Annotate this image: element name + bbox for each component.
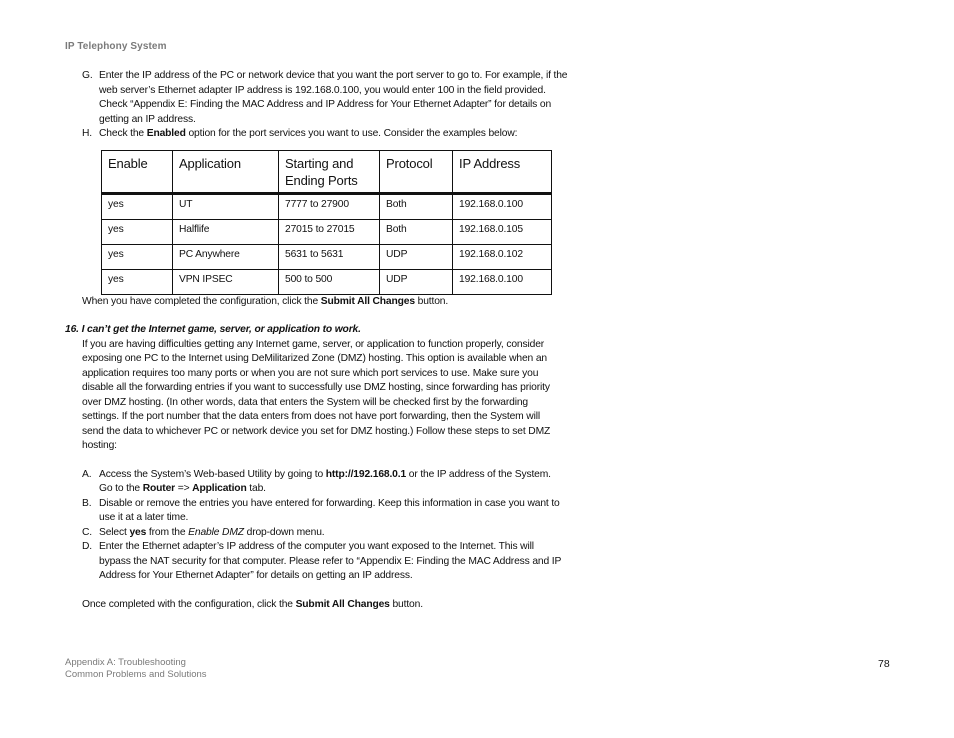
- body-line: hosting:: [82, 440, 117, 451]
- header-ports-line: Ending Ports: [285, 172, 358, 188]
- step-letter: C.: [82, 526, 92, 538]
- page-number: 78: [878, 658, 890, 670]
- cell-ip: 192.168.0.100: [453, 193, 552, 219]
- spacer: [82, 584, 592, 598]
- table-header-row: [102, 150, 552, 193]
- body-line: application requires too many ports or when you are not sure which port services to use. Make sure you: [82, 367, 539, 379]
- step-letter: D.: [82, 541, 92, 552]
- cell-application: PC Anywhere: [173, 244, 279, 269]
- running-footer: [65, 657, 207, 681]
- body-line: If you are having difficulties getting any Internet game, server, or application to function properly, consider: [82, 338, 545, 350]
- cell-application: VPN IPSEC: [173, 269, 279, 294]
- cell-ports: 27015 to 27015: [279, 219, 380, 244]
- closing-text: button.: [389, 598, 423, 610]
- dmz-explanation: [82, 338, 592, 454]
- step-h: [82, 127, 592, 142]
- step-h-text: Check the: [99, 128, 147, 139]
- step-a: [82, 468, 592, 497]
- cell-protocol: UDP: [380, 269, 453, 294]
- cell-enable: yes: [102, 244, 173, 269]
- cell-ip: 192.168.0.100: [453, 269, 552, 294]
- step-d-line: Enter the Ethernet adapter’s IP address of the computer you want exposed to the Internet. This will: [99, 541, 534, 552]
- table-row: [102, 269, 552, 294]
- application-term: Application: [192, 483, 247, 494]
- step-a-text: or the IP address of the System.: [406, 468, 551, 480]
- step-g-line: Check “Appendix E: Finding the MAC Address and IP Address for Your Ethernet Adapter” for details on: [99, 99, 552, 110]
- cell-enable: yes: [102, 219, 173, 244]
- step-g-line: web server’s Ethernet adapter IP address is 192.168.0.100, you would enter 100 in the field provided.: [99, 84, 546, 96]
- cell-protocol: Both: [380, 219, 453, 244]
- step-c-text: drop-down menu.: [243, 526, 325, 538]
- after-table-note: [82, 295, 592, 310]
- step-a-text: Access the System’s Web-based Utility by going to: [99, 468, 326, 480]
- step-d-line: bypass the NAT security for that computer. Please refer to “Appendix E: Finding the MAC Address and IP: [99, 555, 562, 567]
- step-g-line: getting an IP address.: [99, 113, 196, 125]
- step-letter: H.: [82, 128, 92, 139]
- step-d-line: Address for Your Ethernet Adapter” for details on getting an IP address.: [99, 570, 413, 581]
- running-header: IP Telephony System: [65, 41, 167, 52]
- enable-dmz-term: Enable DMZ: [188, 526, 244, 538]
- cell-ports: 500 to 500: [279, 269, 380, 294]
- cell-ip: 192.168.0.102: [453, 244, 552, 269]
- step-c-text: from the: [146, 526, 189, 538]
- table-row: [102, 219, 552, 244]
- step-c-text: Select: [99, 526, 130, 538]
- utility-url: http://192.168.0.1: [325, 468, 407, 480]
- cell-enable: yes: [102, 269, 173, 294]
- router-term: Router: [142, 483, 176, 494]
- step-letter: A.: [82, 468, 92, 480]
- table-row: [102, 193, 552, 219]
- step-letter: B.: [82, 497, 92, 509]
- step-b-line: use it at a later time.: [99, 512, 189, 523]
- body-line: settings. If the port number that the data enters from does not have port forwarding, then the System will: [82, 411, 541, 422]
- cell-protocol: Both: [380, 193, 453, 219]
- cell-enable: yes: [102, 193, 173, 219]
- question-heading: 16. I can’t get the Internet game, server, or application to work.: [65, 324, 361, 335]
- step-a-text: tab.: [246, 483, 266, 494]
- yes-term: yes: [129, 526, 147, 538]
- spacer: [82, 454, 592, 468]
- header-ports: [279, 150, 380, 193]
- cell-ip: 192.168.0.105: [453, 219, 552, 244]
- body-line: disable all the forwarding entries if you want to successfully use DMZ hosting, since forwarding has priority: [82, 382, 550, 393]
- step-a-text: Go to the: [99, 483, 143, 494]
- step-g: [82, 69, 592, 127]
- step-a-text: =>: [175, 483, 193, 494]
- header-ip-address: IP Address: [453, 150, 552, 193]
- step-b: [82, 497, 592, 526]
- note-text: When you have completed the configuration, click the: [82, 295, 321, 307]
- header-enable: Enable: [102, 150, 173, 193]
- table-row: [102, 244, 552, 269]
- submit-term: Submit All Changes: [320, 295, 415, 307]
- port-services-table: [101, 150, 552, 295]
- cell-ports: 7777 to 27900: [279, 193, 380, 219]
- footer-line: Appendix A: Troubleshooting: [65, 657, 186, 668]
- header-protocol: Protocol: [380, 150, 453, 193]
- step-h-text: option for the port services you want to use. Consider the examples below:: [185, 128, 518, 139]
- submit-term: Submit All Changes: [295, 598, 390, 610]
- step-g-line: Enter the IP address of the PC or network device that you want the port server to go to. For example, if the: [99, 70, 568, 81]
- closing-text: Once completed with the configuration, click the: [82, 598, 296, 610]
- body-line: over DMZ hosting. (In other words, data that enters the System will be checked first by the forwarding: [82, 396, 528, 408]
- enabled-term: Enabled: [146, 128, 186, 139]
- step-b-line: Disable or remove the entries you have entered for forwarding. Keep this information in case you want to: [99, 497, 560, 509]
- footer-line: Common Problems and Solutions: [65, 669, 207, 680]
- cell-application: UT: [173, 193, 279, 219]
- header-ports-line: Starting and: [285, 155, 354, 171]
- page-content: [65, 69, 592, 612]
- step-d: [82, 540, 592, 584]
- step-c: [82, 526, 592, 541]
- body-line: send the data to whichever PC or network device you set for DMZ hosting.) Follow these steps to set DMZ: [82, 425, 551, 437]
- header-application: Application: [173, 150, 279, 193]
- body-line: exposing one PC to the Internet using DeMilitarized Zone (DMZ) hosting. This option is available when an: [82, 353, 547, 364]
- cell-protocol: UDP: [380, 244, 453, 269]
- closing-note: [82, 598, 592, 613]
- cell-ports: 5631 to 5631: [279, 244, 380, 269]
- cell-application: Halflife: [173, 219, 279, 244]
- step-letter: G.: [82, 70, 93, 81]
- note-text: button.: [414, 295, 449, 307]
